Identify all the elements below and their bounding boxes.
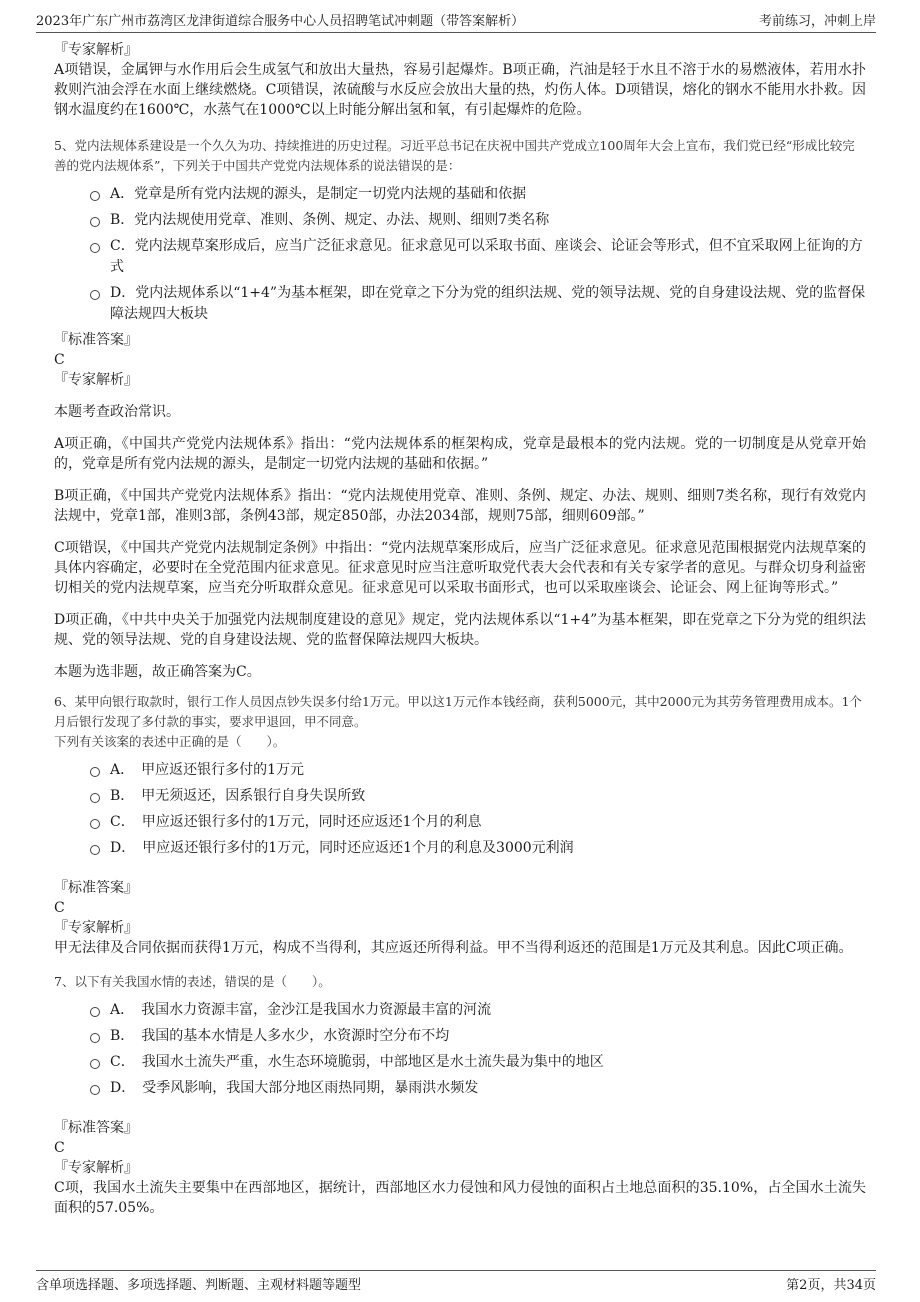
q6-option-b[interactable] — [90, 786, 866, 807]
q5-option-c[interactable] — [90, 236, 866, 278]
q6-analysis-label: 『专家解析』 — [54, 920, 138, 936]
q6-analysis-text: 甲无法律及合同依据而获得1万元，构成不当得利，其应返还所得利益。甲不当得利返还的范围是1万元及其利息。因此C项正确。 — [54, 940, 853, 956]
q7-analysis-label: 『专家解析』 — [54, 1160, 138, 1176]
q6-option-d[interactable] — [90, 838, 866, 859]
document-title: 2023年广东广州市荔湾区龙津街道综合服务中心人员招聘笔试冲刺题（带答案解析） — [36, 14, 525, 29]
q7-question: 7、以下有关我国水情的表述，错误的是（ ）。 — [54, 974, 331, 989]
q6-option-a[interactable] — [90, 760, 866, 781]
radio-icon[interactable] — [90, 793, 100, 803]
q7-analysis-text: C项，我国水土流失主要集中在西部地区，据统计，西部地区水力侵蚀和风力侵蚀的面积占土地总面积的35.10%，占全国水土流失面积的57.05%。 — [54, 1180, 866, 1216]
page-footer — [36, 1270, 876, 1294]
q5-analysis-para: B项正确，《中国共产党党内法规体系》指出：“党内法规使用党章、准则、条例、规定、办法、规则、细则7类名称，现行有效党内法规中，党章1部，准则3部，条例43部，规定850部，办法2034部，规则75部，细则609部。” — [54, 488, 866, 524]
q6-answer: C — [54, 900, 65, 916]
radio-icon[interactable] — [90, 1007, 100, 1017]
q7-option-d[interactable] — [90, 1078, 866, 1099]
q6-question: 6、某甲向银行取款时，银行工作人员因点钞失误多付给1万元。甲以这1万元作本钱经商，获利5000元，其中2000元为其劳务管理费用成本。1个月后银行发现了多付款的事实，要求甲退回，甲不同意。 — [54, 694, 862, 729]
option-label: D． 受季风影响，我国大部分地区雨热同期，暴雨洪水频发 — [110, 1080, 479, 1096]
header-slogan: 考前练习，冲刺上岸 — [758, 14, 876, 29]
q7-answer: C — [54, 1140, 65, 1156]
option-label: A．党章是所有党内法规的源头，是制定一切党内法规的基础和依据 — [110, 186, 527, 202]
option-label: D．党内法规体系以“1+4”为基本框架，即在党章之下分为党的组织法规、党的领导法规、党的自身建设法规、党的监督保障法规四大板块 — [110, 285, 866, 322]
q5-analysis-para: A项正确，《中国共产党党内法规体系》指出：“党内法规体系的框架构成，党章是最根本的党内法规。党的一切制度是从党章开始的，党章是所有党内法规的源头，是制定一切党内法规的基础和依据。” — [54, 436, 866, 472]
option-label: D． 甲应返还银行多付的1万元，同时还应返还1个月的利息及3000元利润 — [110, 840, 574, 856]
radio-icon[interactable] — [90, 1033, 100, 1043]
option-label: A． 我国水力资源丰富，金沙江是我国水力资源最丰富的河流 — [110, 1002, 492, 1018]
q5-answer-label: 『标准答案』 — [54, 332, 138, 348]
q7-options — [90, 1000, 866, 1099]
radio-icon[interactable] — [90, 845, 100, 855]
q5-analysis-para: D项正确，《中共中央关于加强党内法规制度建设的意见》规定，党内法规体系以“1+4”为基本框架，即在党章之下分为党的组织法规、党的领导法规、党的自身建设法规、党的监督保障法规四大板块。 — [54, 612, 866, 648]
option-label: B． 我国的基本水情是人多水少，水资源时空分布不均 — [110, 1028, 450, 1044]
radio-icon[interactable] — [90, 819, 100, 829]
radio-icon[interactable] — [90, 1059, 100, 1069]
q6-answer-label: 『标准答案』 — [54, 880, 138, 896]
option-label: B．党内法规使用党章、准则、条例、规定、办法、规则、细则7类名称 — [110, 212, 550, 228]
page-header — [36, 10, 876, 33]
q6-options — [90, 760, 866, 859]
radio-icon[interactable] — [90, 191, 100, 201]
q5-analysis-para: 本题为选非题，故正确答案为C。 — [54, 664, 261, 680]
q4-analysis-label: 『专家解析』 — [54, 42, 138, 58]
q5-option-b[interactable] — [90, 210, 866, 231]
q7-option-a[interactable] — [90, 1000, 866, 1021]
q5-option-a[interactable] — [90, 184, 866, 205]
q6-question-prompt: 下列有关该案的表述中正确的是（ ）。 — [54, 734, 286, 749]
page-number: 第2页，共34页 — [786, 1278, 876, 1293]
footer-question-types: 含单项选择题、多项选择题、判断题、主观材料题等题型 — [36, 1278, 362, 1293]
radio-icon[interactable] — [90, 1085, 100, 1095]
q5-question: 5、党内法规体系建设是一个久久为功、持续推进的历史过程。习近平总书记在庆祝中国共产党成立100周年大会上宣布，我们党已经“形成比较完善的党内法规体系”，下列关于中国共产党党内法规体系的说法错误的是： — [54, 138, 855, 173]
option-label: C． 我国水土流失严重，水生态环境脆弱，中部地区是水土流失最为集中的地区 — [110, 1054, 604, 1070]
q6-option-c[interactable] — [90, 812, 866, 833]
radio-icon[interactable] — [90, 290, 100, 300]
radio-icon[interactable] — [90, 217, 100, 227]
radio-icon[interactable] — [90, 243, 100, 253]
q4-analysis-text: A项错误，金属钾与水作用后会生成氢气和放出大量热，容易引起爆炸。B项正确，汽油是轻于水且不溶于水的易燃液体，若用水扑救则汽油会浮在水面上继续燃烧。C项错误，浓硫酸与水反应会放出大量的热，灼伤人体。D项错误，熔化的钢水不能用水扑救。因钢水温度约在1600℃，水蒸气在1000℃以上时能分解出氢和氧，有引起爆炸的危险。 — [54, 62, 866, 118]
page-content — [54, 40, 866, 1218]
q5-options — [90, 184, 866, 325]
option-label: A． 甲应返还银行多付的1万元 — [110, 762, 305, 778]
option-label: C． 甲应返还银行多付的1万元，同时还应返还1个月的利息 — [110, 814, 482, 830]
q5-option-d[interactable] — [90, 283, 866, 325]
q5-answer: C — [54, 352, 65, 368]
q7-option-c[interactable] — [90, 1052, 866, 1073]
option-label: C．党内法规草案形成后，应当广泛征求意见。征求意见可以采取书面、座谈会、论证会等形式，但不宜采取网上征询的方式 — [110, 238, 863, 275]
option-label: B． 甲无须返还，因系银行自身失误所致 — [110, 788, 366, 804]
q7-option-b[interactable] — [90, 1026, 866, 1047]
q5-analysis-label: 『专家解析』 — [54, 372, 138, 388]
radio-icon[interactable] — [90, 767, 100, 777]
q5-analysis-para: 本题考查政治常识。 — [54, 404, 180, 420]
q5-analysis-para: C项错误，《中国共产党党内法规制定条例》中指出：“党内法规草案形成后，应当广泛征求意见。征求意见范围根据党内法规草案的具体内容确定，必要时在全党范围内征求意见。征求意见时应当注意听取党代表大会代表和有关专家学者的意见。与群众切身利益密切相关的党内法规草案，应当充分听取群众意见。征求意见可以采取书面形式，也可以采取座谈会、论证会、网上征询等形式。” — [54, 540, 866, 596]
q7-answer-label: 『标准答案』 — [54, 1120, 138, 1136]
